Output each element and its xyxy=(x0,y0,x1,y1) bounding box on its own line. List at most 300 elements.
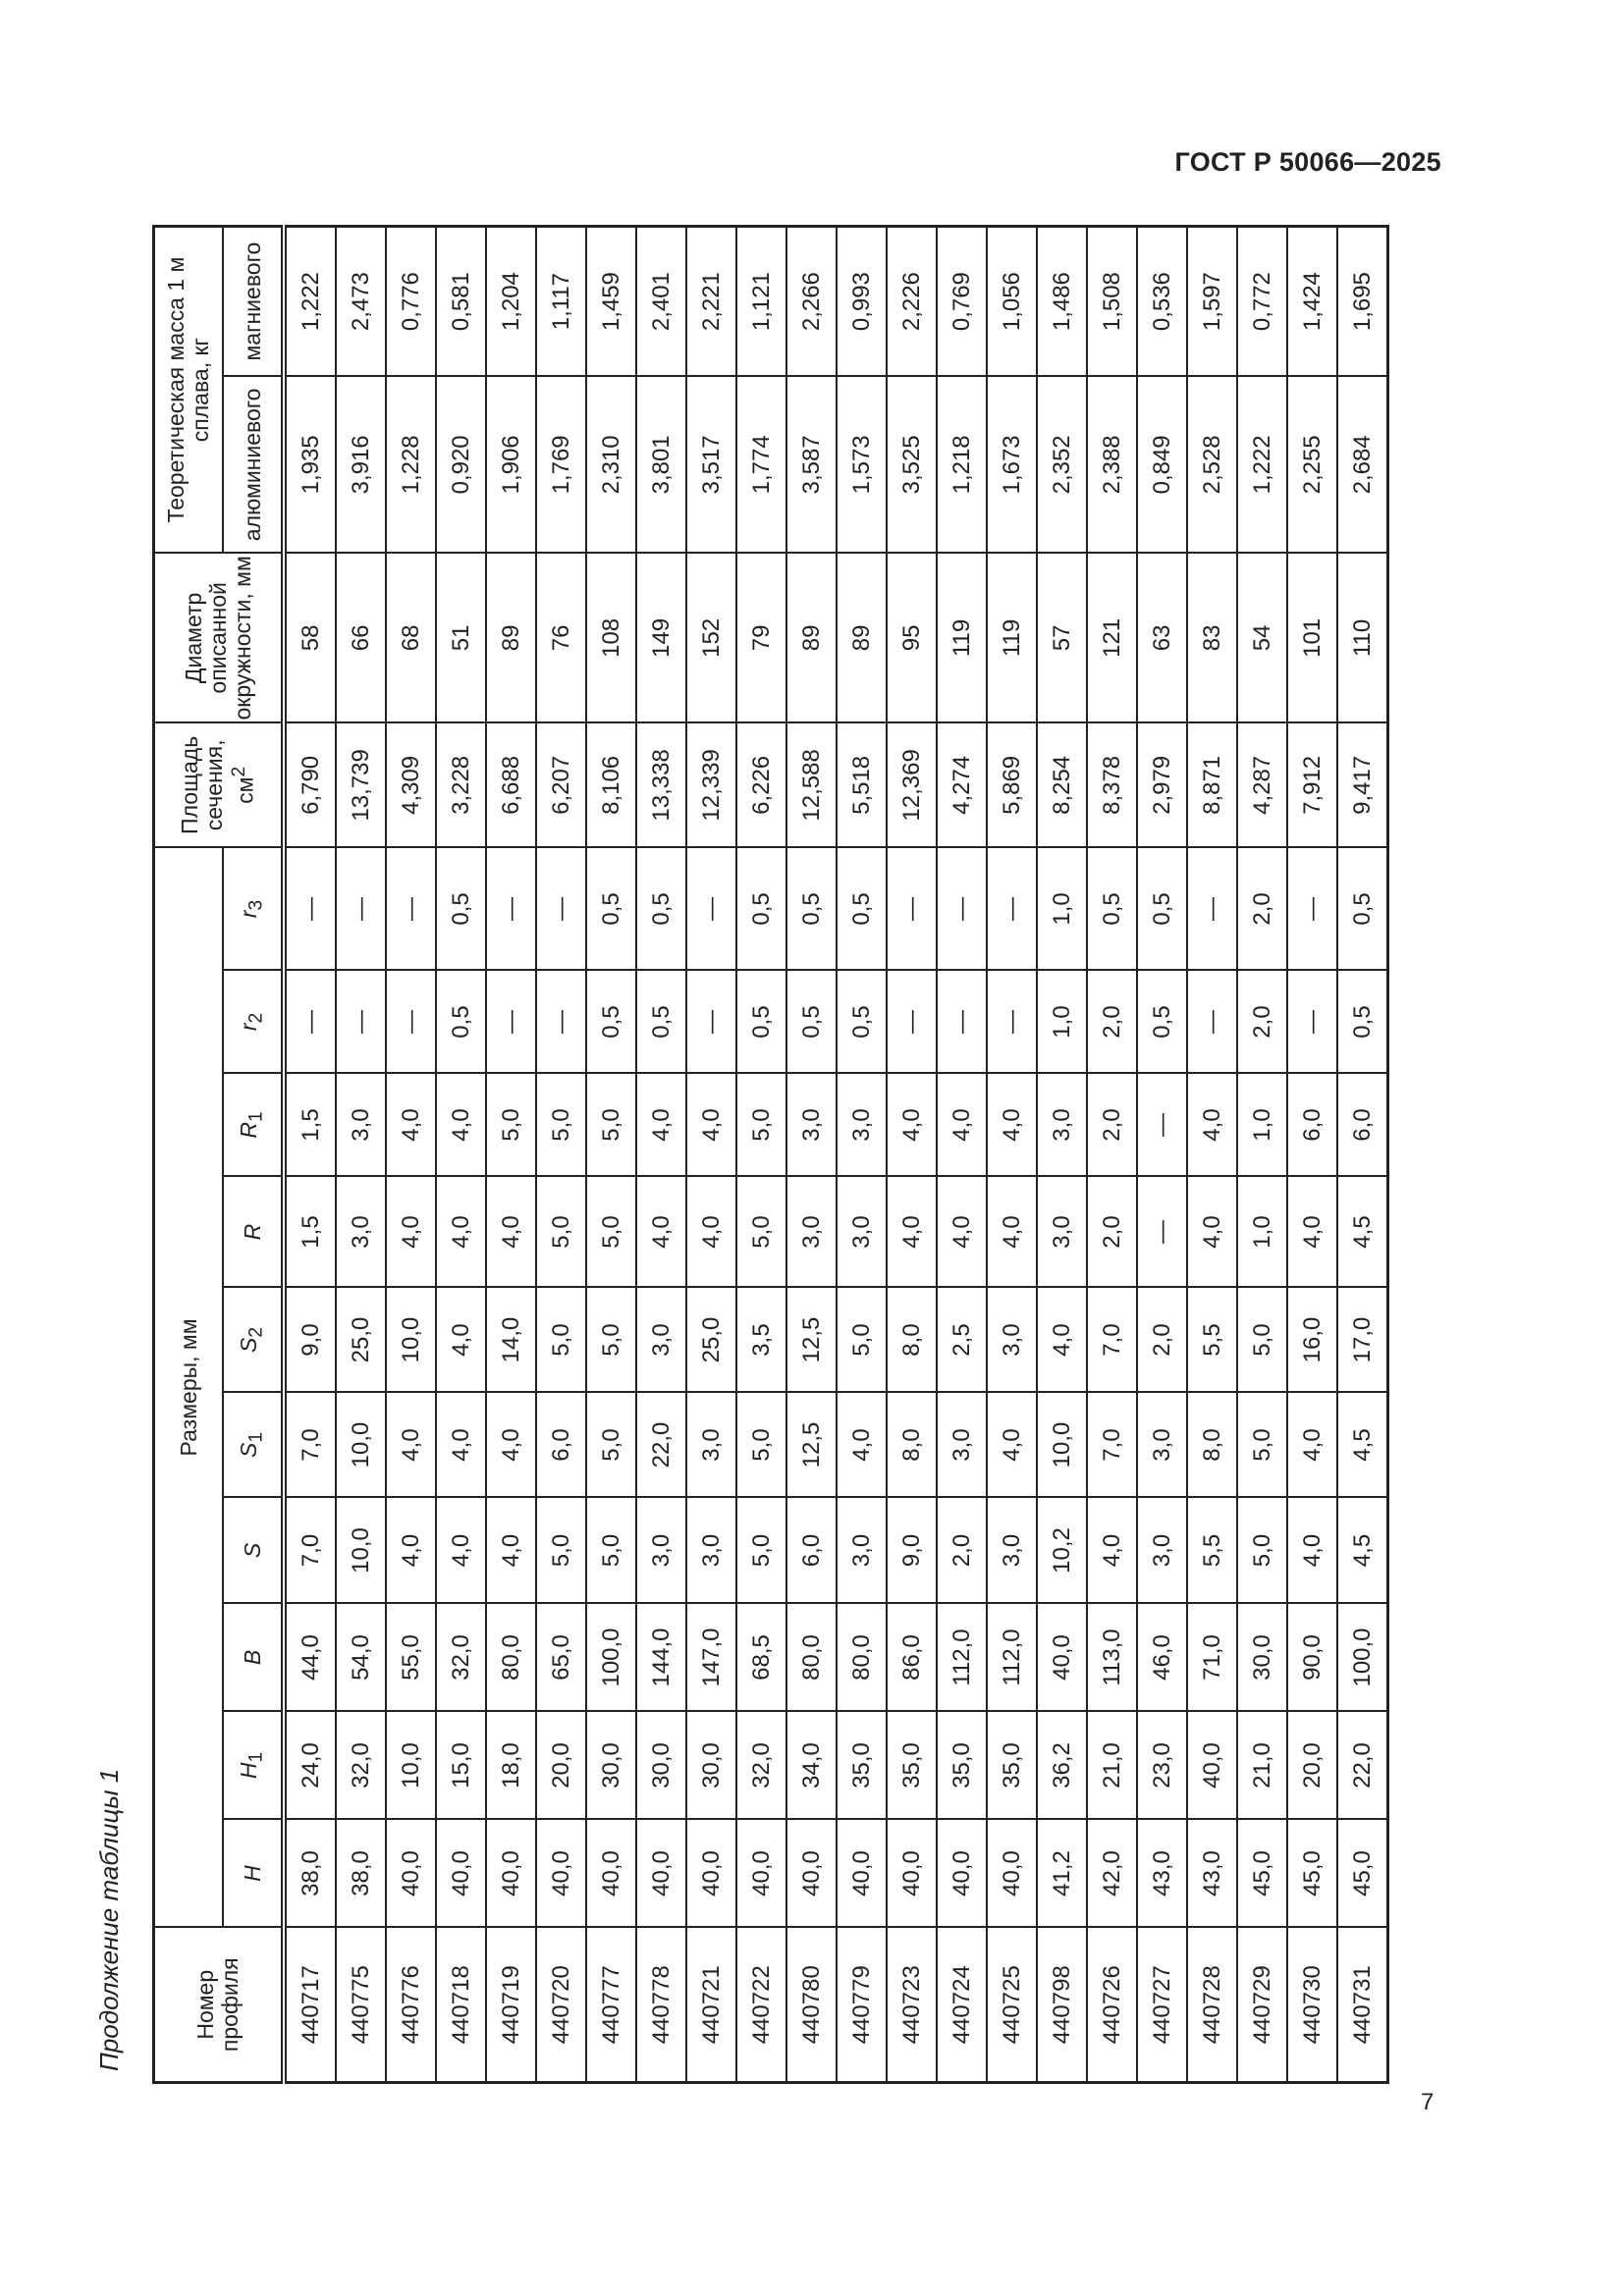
cell-r2: 0,5 xyxy=(1337,971,1388,1074)
cell-h1: 20,0 xyxy=(536,1712,586,1820)
cell-h1: 18,0 xyxy=(486,1712,536,1820)
cell-s: 3,0 xyxy=(1137,1498,1187,1604)
cell-s2: 2,5 xyxy=(937,1288,987,1393)
cell-area: 8,254 xyxy=(1037,722,1087,847)
cell-area: 4,309 xyxy=(386,722,436,847)
cell-s: 5,5 xyxy=(1187,1498,1237,1604)
cell-mg: 0,769 xyxy=(937,226,987,376)
cell-s1: 4,0 xyxy=(837,1393,887,1498)
cell-num: 440730 xyxy=(1287,1928,1337,2083)
cell-s1: 4,0 xyxy=(987,1393,1037,1498)
cell-area: 8,378 xyxy=(1087,722,1137,847)
cell-al: 3,517 xyxy=(686,376,736,553)
cell-r3: 0,5 xyxy=(1137,847,1187,970)
cell-mg: 1,424 xyxy=(1287,226,1337,376)
cell-h: 40,0 xyxy=(937,1820,987,1928)
document-header: ГОСТ Р 50066—2025 xyxy=(1174,147,1441,177)
cell-r1: 2,0 xyxy=(1087,1074,1137,1177)
header-R1 xyxy=(223,1074,284,1177)
cell-h1: 22,0 xyxy=(1337,1712,1388,1820)
cell-r2: 1,0 xyxy=(1037,971,1087,1074)
cell-s2: 10,0 xyxy=(386,1288,436,1393)
header-r3-sub: 3 xyxy=(245,899,267,911)
cell-s1: 4,0 xyxy=(436,1393,486,1498)
cell-al: 1,673 xyxy=(987,376,1037,553)
cell-r2: 2,0 xyxy=(1087,971,1137,1074)
cell-s1: 3,0 xyxy=(937,1393,987,1498)
cell-s2: 16,0 xyxy=(1287,1288,1337,1393)
cell-diam: 108 xyxy=(586,553,636,722)
cell-r: 4,0 xyxy=(1187,1177,1237,1288)
cell-r1: — xyxy=(1137,1074,1187,1177)
cell-b: 30,0 xyxy=(1237,1604,1287,1712)
cell-h: 40,0 xyxy=(636,1820,686,1928)
cell-h: 40,0 xyxy=(686,1820,736,1928)
cell-r: 2,0 xyxy=(1087,1177,1137,1288)
cell-r1: 3,0 xyxy=(336,1074,386,1177)
cell-r3: — xyxy=(686,847,736,970)
cell-area: 8,106 xyxy=(586,722,636,847)
table-row xyxy=(586,226,636,2082)
cell-h: 40,0 xyxy=(837,1820,887,1928)
cell-diam: 95 xyxy=(887,553,937,722)
table-row xyxy=(536,226,586,2082)
cell-mg: 1,508 xyxy=(1087,226,1137,376)
header-diameter: Диаметр описанной окружности, мм xyxy=(154,553,285,722)
cell-r: 5,0 xyxy=(736,1177,786,1288)
table-caption: Продолжение таблицы 1 xyxy=(94,1768,124,2071)
cell-r3: — xyxy=(1187,847,1237,970)
cell-r2: 0,5 xyxy=(436,971,486,1074)
cell-s1: 8,0 xyxy=(887,1393,937,1498)
cell-s2: 4,0 xyxy=(436,1288,486,1393)
cell-h: 40,0 xyxy=(987,1820,1037,1928)
cell-mg: 1,597 xyxy=(1187,226,1237,376)
table-body xyxy=(284,226,1388,2082)
cell-h1: 21,0 xyxy=(1087,1712,1137,1820)
cell-b: 80,0 xyxy=(786,1604,837,1712)
cell-diam: 101 xyxy=(1287,553,1337,722)
cell-al: 2,310 xyxy=(586,376,636,553)
cell-r: 4,0 xyxy=(887,1177,937,1288)
cell-mg: 1,222 xyxy=(284,226,336,376)
cell-r3: 0,5 xyxy=(1087,847,1137,970)
cell-area: 6,790 xyxy=(284,722,336,847)
cell-b: 71,0 xyxy=(1187,1604,1237,1712)
cell-s2: 5,0 xyxy=(586,1288,636,1393)
cell-al: 2,528 xyxy=(1187,376,1237,553)
header-R: R xyxy=(223,1177,284,1288)
page-number: 7 xyxy=(1421,2089,1435,2115)
cell-s: 4,0 xyxy=(1087,1498,1137,1604)
header-H: H xyxy=(223,1820,284,1928)
cell-h: 40,0 xyxy=(887,1820,937,1928)
cell-al: 3,801 xyxy=(636,376,686,553)
cell-r: 4,5 xyxy=(1337,1177,1388,1288)
cell-mg: 1,056 xyxy=(987,226,1037,376)
cell-s1: 3,0 xyxy=(686,1393,736,1498)
cell-r1: 4,0 xyxy=(937,1074,987,1177)
cell-h: 38,0 xyxy=(336,1820,386,1928)
cell-s: 4,0 xyxy=(436,1498,486,1604)
cell-s2: 5,0 xyxy=(837,1288,887,1393)
cell-al: 2,684 xyxy=(1337,376,1388,553)
cell-b: 100,0 xyxy=(1337,1604,1388,1712)
header-area xyxy=(154,722,285,847)
table-row xyxy=(887,226,937,2082)
cell-s1: 5,0 xyxy=(1237,1393,1287,1498)
cell-h1: 21,0 xyxy=(1237,1712,1287,1820)
cell-r2: — xyxy=(1187,971,1237,1074)
cell-r1: 4,0 xyxy=(987,1074,1037,1177)
cell-h1: 40,0 xyxy=(1187,1712,1237,1820)
cell-r1: 5,0 xyxy=(536,1074,586,1177)
cell-mg: 2,473 xyxy=(336,226,386,376)
cell-s: 3,0 xyxy=(686,1498,736,1604)
cell-num: 440723 xyxy=(887,1928,937,2083)
cell-b: 144,0 xyxy=(636,1604,686,1712)
cell-s2: 2,0 xyxy=(1137,1288,1187,1393)
cell-area: 13,338 xyxy=(636,722,686,847)
cell-diam: 54 xyxy=(1237,553,1287,722)
cell-b: 80,0 xyxy=(837,1604,887,1712)
cell-r3: — xyxy=(1287,847,1337,970)
cell-al: 2,388 xyxy=(1087,376,1137,553)
table-header xyxy=(154,226,285,2082)
cell-num: 440777 xyxy=(586,1928,636,2083)
cell-area: 5,518 xyxy=(837,722,887,847)
cell-r3: 0,5 xyxy=(786,847,837,970)
cell-diam: 66 xyxy=(336,553,386,722)
cell-al: 3,916 xyxy=(336,376,386,553)
cell-s1: 5,0 xyxy=(586,1393,636,1498)
header-r2-sub: 2 xyxy=(245,1012,267,1024)
cell-r1: 5,0 xyxy=(486,1074,536,1177)
cell-h: 40,0 xyxy=(536,1820,586,1928)
cell-r3: — xyxy=(536,847,586,970)
table-row xyxy=(336,226,386,2082)
cell-h1: 30,0 xyxy=(636,1712,686,1820)
cell-mg: 2,266 xyxy=(786,226,837,376)
cell-r1: 6,0 xyxy=(1287,1074,1337,1177)
cell-al: 1,222 xyxy=(1237,376,1287,553)
cell-b: 54,0 xyxy=(336,1604,386,1712)
cell-s1: 8,0 xyxy=(1187,1393,1237,1498)
cell-r3: — xyxy=(486,847,536,970)
cell-s1: 3,0 xyxy=(1137,1393,1187,1498)
cell-r3: 0,5 xyxy=(436,847,486,970)
header-area-unit: см xyxy=(232,776,258,804)
cell-s1: 7,0 xyxy=(284,1393,336,1498)
cell-b: 40,0 xyxy=(1037,1604,1087,1712)
cell-diam: 149 xyxy=(636,553,686,722)
cell-h: 45,0 xyxy=(1287,1820,1337,1928)
cell-s1: 4,5 xyxy=(1337,1393,1388,1498)
cell-h1: 24,0 xyxy=(284,1712,336,1820)
header-r2 xyxy=(223,971,284,1074)
cell-r2: — xyxy=(336,971,386,1074)
header-dimensions-group: Размеры, мм xyxy=(154,847,224,1927)
cell-num: 440779 xyxy=(837,1928,887,2083)
cell-area: 5,869 xyxy=(987,722,1037,847)
cell-r3: — xyxy=(887,847,937,970)
cell-h1: 30,0 xyxy=(686,1712,736,1820)
cell-mg: 1,204 xyxy=(486,226,536,376)
cell-r2: — xyxy=(887,971,937,1074)
cell-r2: 2,0 xyxy=(1237,971,1287,1074)
cell-r: 3,0 xyxy=(336,1177,386,1288)
table-row xyxy=(786,226,837,2082)
cell-s2: 8,0 xyxy=(887,1288,937,1393)
cell-num: 440778 xyxy=(636,1928,686,2083)
table-row xyxy=(1087,226,1137,2082)
cell-r2: — xyxy=(686,971,736,1074)
cell-mg: 0,993 xyxy=(837,226,887,376)
cell-s1: 4,0 xyxy=(486,1393,536,1498)
cell-r: 4,0 xyxy=(937,1177,987,1288)
header-S1 xyxy=(223,1393,284,1498)
cell-al: 0,849 xyxy=(1137,376,1187,553)
cell-r1: 3,0 xyxy=(786,1074,837,1177)
cell-num: 440717 xyxy=(284,1928,336,2083)
cell-s1: 4,0 xyxy=(1287,1393,1337,1498)
cell-diam: 89 xyxy=(486,553,536,722)
cell-r: 4,0 xyxy=(436,1177,486,1288)
cell-s: 5,0 xyxy=(586,1498,636,1604)
cell-area: 9,417 xyxy=(1337,722,1388,847)
cell-r1: 4,0 xyxy=(436,1074,486,1177)
cell-diam: 57 xyxy=(1037,553,1087,722)
cell-num: 440731 xyxy=(1337,1928,1388,2083)
cell-r: 4,0 xyxy=(636,1177,686,1288)
table-row xyxy=(1187,226,1237,2082)
header-area-unit-sup: 2 xyxy=(229,766,250,777)
cell-r2: 0,5 xyxy=(1137,971,1187,1074)
cell-r1: 3,0 xyxy=(837,1074,887,1177)
cell-r2: 0,5 xyxy=(586,971,636,1074)
table-row xyxy=(1237,226,1287,2082)
cell-mg: 1,459 xyxy=(586,226,636,376)
cell-s1: 10,0 xyxy=(1037,1393,1087,1498)
cell-h1: 35,0 xyxy=(837,1712,887,1820)
cell-num: 440727 xyxy=(1137,1928,1187,2083)
cell-diam: 89 xyxy=(786,553,837,722)
cell-area: 12,369 xyxy=(887,722,937,847)
cell-area: 4,274 xyxy=(937,722,987,847)
cell-s1: 5,0 xyxy=(736,1393,786,1498)
cell-diam: 79 xyxy=(736,553,786,722)
header-mass-aluminum: алюминиевого xyxy=(223,376,284,553)
cell-al: 2,352 xyxy=(1037,376,1087,553)
cell-r: 3,0 xyxy=(837,1177,887,1288)
cell-h1: 34,0 xyxy=(786,1712,837,1820)
cell-r3: — xyxy=(987,847,1037,970)
cell-h1: 20,0 xyxy=(1287,1712,1337,1820)
cell-h: 40,0 xyxy=(486,1820,536,1928)
cell-s1: 12,5 xyxy=(786,1393,837,1498)
header-S: S xyxy=(223,1498,284,1604)
cell-h: 43,0 xyxy=(1137,1820,1187,1928)
cell-r: 4,0 xyxy=(486,1177,536,1288)
cell-r: 4,0 xyxy=(1287,1177,1337,1288)
cell-area: 6,688 xyxy=(486,722,536,847)
cell-h1: 30,0 xyxy=(586,1712,636,1820)
cell-b: 86,0 xyxy=(887,1604,937,1712)
cell-area: 2,979 xyxy=(1137,722,1187,847)
cell-r: 3,0 xyxy=(786,1177,837,1288)
cell-s: 5,0 xyxy=(736,1498,786,1604)
header-H1 xyxy=(223,1712,284,1820)
cell-s: 3,0 xyxy=(837,1498,887,1604)
cell-s2: 9,0 xyxy=(284,1288,336,1393)
cell-mg: 2,221 xyxy=(686,226,736,376)
header-R1-base: R xyxy=(235,1122,261,1139)
cell-s: 3,0 xyxy=(987,1498,1037,1604)
cell-s2: 5,0 xyxy=(1237,1288,1287,1393)
cell-h1: 35,0 xyxy=(987,1712,1037,1820)
header-profile-number: Номер профиля xyxy=(154,1928,285,2083)
table-row xyxy=(636,226,686,2082)
cell-b: 55,0 xyxy=(386,1604,436,1712)
cell-r3: 2,0 xyxy=(1237,847,1287,970)
cell-num: 440775 xyxy=(336,1928,386,2083)
cell-mg: 0,772 xyxy=(1237,226,1287,376)
cell-b: 65,0 xyxy=(536,1604,586,1712)
cell-b: 80,0 xyxy=(486,1604,536,1712)
cell-r: 1,5 xyxy=(284,1177,336,1288)
header-H1-base: H xyxy=(235,1762,261,1780)
cell-s: 6,0 xyxy=(786,1498,837,1604)
header-S2-sub: 2 xyxy=(245,1327,267,1338)
cell-area: 4,287 xyxy=(1237,722,1287,847)
cell-r2: — xyxy=(486,971,536,1074)
cell-s: 4,5 xyxy=(1337,1498,1388,1604)
cell-b: 100,0 xyxy=(586,1604,636,1712)
cell-s: 10,2 xyxy=(1037,1498,1087,1604)
cell-s2: 4,0 xyxy=(1037,1288,1087,1393)
cell-r2: 0,5 xyxy=(736,971,786,1074)
cell-mg: 1,117 xyxy=(536,226,586,376)
table-row xyxy=(736,226,786,2082)
cell-r1: 1,5 xyxy=(284,1074,336,1177)
cell-s1: 10,0 xyxy=(336,1393,386,1498)
cell-al: 1,228 xyxy=(386,376,436,553)
table-row xyxy=(686,226,736,2082)
cell-r: 5,0 xyxy=(586,1177,636,1288)
cell-al: 1,906 xyxy=(486,376,536,553)
cell-num: 440722 xyxy=(736,1928,786,2083)
cell-s1: 6,0 xyxy=(536,1393,586,1498)
header-B: B xyxy=(223,1604,284,1712)
cell-s: 7,0 xyxy=(284,1498,336,1604)
header-mass-magnesium: магниевого xyxy=(223,226,284,376)
cell-s2: 14,0 xyxy=(486,1288,536,1393)
cell-h: 40,0 xyxy=(436,1820,486,1928)
cell-r3: 0,5 xyxy=(1337,847,1388,970)
header-S1-base: S xyxy=(235,1442,261,1458)
cell-s2: 25,0 xyxy=(686,1288,736,1393)
cell-num: 440726 xyxy=(1087,1928,1137,2083)
cell-al: 2,255 xyxy=(1287,376,1337,553)
header-H1-sub: 1 xyxy=(245,1751,267,1763)
cell-r1: 6,0 xyxy=(1337,1074,1388,1177)
cell-h: 43,0 xyxy=(1187,1820,1237,1928)
cell-al: 1,573 xyxy=(837,376,887,553)
cell-area: 7,912 xyxy=(1287,722,1337,847)
cell-h1: 35,0 xyxy=(887,1712,937,1820)
cell-area: 3,228 xyxy=(436,722,486,847)
cell-h: 42,0 xyxy=(1087,1820,1137,1928)
header-R1-sub: 1 xyxy=(245,1111,267,1123)
cell-s2: 25,0 xyxy=(336,1288,386,1393)
cell-b: 112,0 xyxy=(987,1604,1037,1712)
cell-s: 4,0 xyxy=(386,1498,436,1604)
cell-s: 10,0 xyxy=(336,1498,386,1604)
cell-r2: 0,5 xyxy=(636,971,686,1074)
cell-area: 13,739 xyxy=(336,722,386,847)
cell-al: 0,920 xyxy=(436,376,486,553)
table-row xyxy=(1337,226,1388,2082)
cell-r3: 0,5 xyxy=(586,847,636,970)
cell-s1: 22,0 xyxy=(636,1393,686,1498)
header-r3-base: r xyxy=(235,910,261,919)
cell-al: 1,774 xyxy=(736,376,786,553)
cell-r2: — xyxy=(284,971,336,1074)
cell-area: 12,588 xyxy=(786,722,837,847)
cell-al: 1,769 xyxy=(536,376,586,553)
cell-r: 1,0 xyxy=(1237,1177,1287,1288)
cell-diam: 63 xyxy=(1137,553,1187,722)
cell-diam: 58 xyxy=(284,553,336,722)
cell-s2: 3,0 xyxy=(636,1288,686,1393)
table-row xyxy=(436,226,486,2082)
cell-area: 8,871 xyxy=(1187,722,1237,847)
cell-al: 3,525 xyxy=(887,376,937,553)
cell-diam: 152 xyxy=(686,553,736,722)
cell-mg: 0,776 xyxy=(386,226,436,376)
cell-h1: 10,0 xyxy=(386,1712,436,1820)
cell-r1: 5,0 xyxy=(586,1074,636,1177)
cell-area: 6,226 xyxy=(736,722,786,847)
cell-s1: 4,0 xyxy=(386,1393,436,1498)
cell-r1: 4,0 xyxy=(1187,1074,1237,1177)
cell-s2: 5,0 xyxy=(536,1288,586,1393)
table-row xyxy=(284,226,336,2082)
cell-num: 440798 xyxy=(1037,1928,1087,2083)
cell-diam: 83 xyxy=(1187,553,1237,722)
cell-diam: 119 xyxy=(987,553,1037,722)
cell-r2: 0,5 xyxy=(786,971,837,1074)
cell-r3: 0,5 xyxy=(636,847,686,970)
cell-b: 90,0 xyxy=(1287,1604,1337,1712)
cell-s: 4,0 xyxy=(486,1498,536,1604)
cell-b: 68,5 xyxy=(736,1604,786,1712)
cell-h1: 36,2 xyxy=(1037,1712,1087,1820)
table-row xyxy=(1037,226,1087,2082)
cell-s2: 17,0 xyxy=(1337,1288,1388,1393)
cell-r3: 0,5 xyxy=(736,847,786,970)
cell-diam: 89 xyxy=(837,553,887,722)
cell-s2: 3,5 xyxy=(736,1288,786,1393)
cell-s1: 7,0 xyxy=(1087,1393,1137,1498)
cell-r1: 4,0 xyxy=(636,1074,686,1177)
cell-s2: 3,0 xyxy=(987,1288,1037,1393)
cell-s2: 5,5 xyxy=(1187,1288,1237,1393)
cell-diam: 121 xyxy=(1087,553,1137,722)
cell-r1: 4,0 xyxy=(887,1074,937,1177)
cell-num: 440725 xyxy=(987,1928,1037,2083)
cell-diam: 68 xyxy=(386,553,436,722)
